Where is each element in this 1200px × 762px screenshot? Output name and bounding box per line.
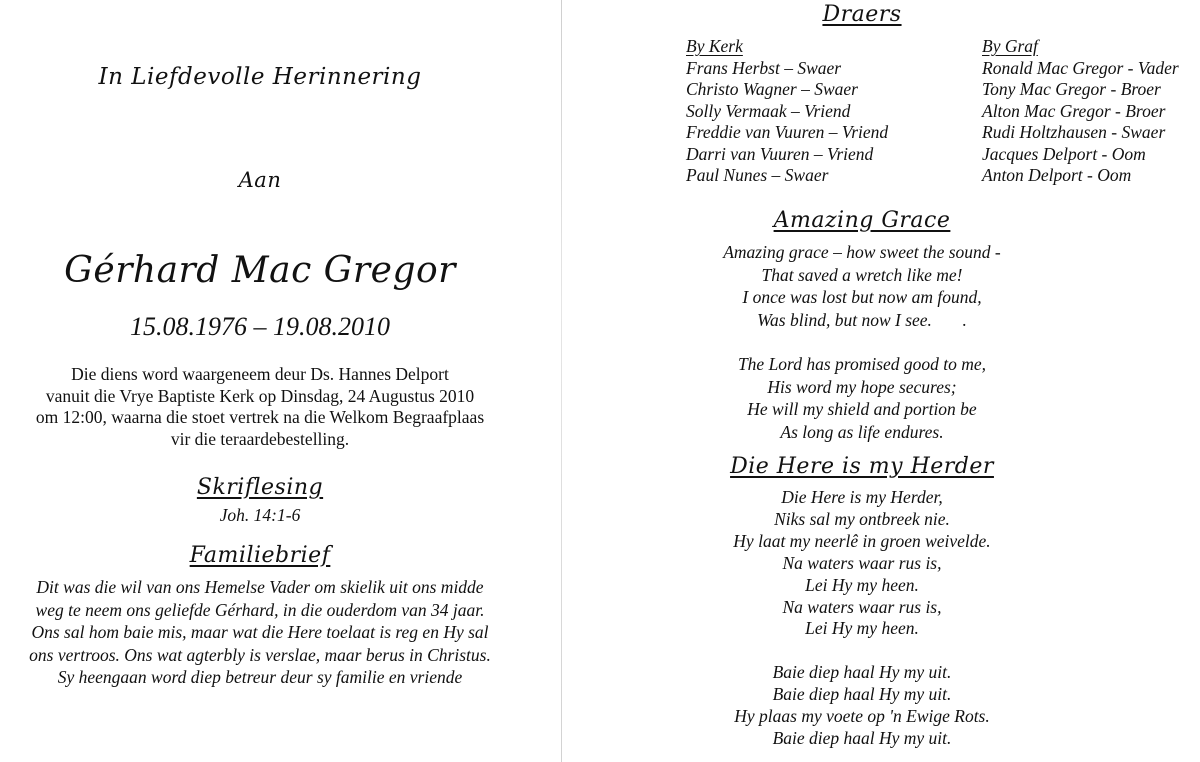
lyric-line: His word my hope secures; bbox=[767, 376, 957, 397]
pallbearer-name: Darri van Vuuren – Vriend bbox=[686, 143, 874, 164]
life-dates: 15.08.1976 – 19.08.2010 bbox=[130, 312, 390, 341]
lyric-line: Amazing grace – how sweet the sound - bbox=[723, 242, 1001, 262]
pallbearer-name: Jacques Delport - Oom bbox=[982, 143, 1146, 164]
family-letter bbox=[0, 576, 520, 689]
pallbearer-name: Rudi Holtzhausen - Swaer bbox=[982, 122, 1166, 142]
by-graf-title: By Graf bbox=[982, 36, 1038, 56]
lyric-line: I once was lost but now am found, bbox=[742, 287, 982, 307]
service-line: vanuit die Vrye Baptiste Kerk op Dinsdag, 24 Augustus 2010 bbox=[45, 385, 475, 406]
herder-lyrics bbox=[652, 487, 1072, 750]
pallbearers-by-graf bbox=[982, 36, 1179, 187]
skriflesing-heading: Skriflesing bbox=[196, 475, 324, 500]
pallbearer-name: Solly Vermaak – Vriend bbox=[686, 100, 851, 121]
lyric-line: That saved a wretch like me! bbox=[761, 264, 963, 285]
pallbearer-name: Tony Mac Gregor - Broer bbox=[982, 79, 1161, 99]
lyric-line: Na waters waar rus is, bbox=[782, 552, 942, 573]
by-kerk-title: By Kerk bbox=[686, 36, 743, 56]
deceased-name: Gérhard Mac Gregor bbox=[64, 250, 456, 291]
lyric-line: As long as life endures. bbox=[780, 421, 944, 442]
dedication-aan: Aan bbox=[238, 168, 282, 192]
family-letter-line: weg te neem ons geliefde Gérhard, in die ouderdom van 34 jaar. bbox=[35, 599, 485, 620]
herder-heading: Die Here is my Herder bbox=[730, 454, 994, 479]
pallbearers-by-kerk bbox=[686, 36, 888, 187]
service-details bbox=[0, 364, 520, 450]
lyric-line: Lei Hy my heen. bbox=[805, 618, 919, 639]
service-line: om 12:00, waarna die stoet vertrek na die Welkom Begraafplaas bbox=[35, 407, 485, 427]
left-page bbox=[0, 0, 560, 762]
memory-title: In Liefdevolle Herinnering bbox=[98, 64, 422, 90]
pallbearer-name: Ronald Mac Gregor - Vader bbox=[982, 57, 1179, 78]
pallbearer-name: Christo Wagner – Swaer bbox=[686, 79, 858, 99]
pallbearer-name: Alton Mac Gregor - Broer bbox=[982, 100, 1166, 121]
service-line: Die diens word waargeneem deur Ds. Hannes Delport bbox=[71, 364, 449, 384]
amazing-grace-heading: Amazing Grace bbox=[773, 208, 951, 233]
amazing-grace-lyrics bbox=[652, 241, 1072, 443]
verse-gap bbox=[652, 640, 1072, 662]
pallbearer-name: Freddie van Vuuren – Vriend bbox=[686, 122, 889, 142]
right-page bbox=[562, 0, 1200, 762]
lyric-line: Die Here is my Herder, bbox=[781, 487, 943, 507]
scripture-reference: Joh. 14:1-6 bbox=[219, 505, 301, 525]
service-line: vir die teraardebestelling. bbox=[170, 428, 350, 449]
pallbearer-name: Anton Delport - Oom bbox=[982, 165, 1132, 185]
family-letter-line: Dit was die wil van ons Hemelse Vader om skielik uit ons midde bbox=[36, 577, 484, 597]
lyric-line: Baie diep haal Hy my uit. bbox=[772, 662, 952, 683]
lyric-line: Baie diep haal Hy my uit. bbox=[772, 728, 952, 749]
lyric-line: Hy plaas my voete op 'n Ewige Rots. bbox=[734, 706, 990, 727]
verse-gap bbox=[652, 331, 1072, 353]
familiebrief-heading: Familiebrief bbox=[189, 543, 331, 568]
pallbearer-name: Paul Nunes – Swaer bbox=[686, 165, 829, 185]
lyric-line: The Lord has promised good to me, bbox=[737, 354, 987, 374]
lyric-line: Na waters waar rus is, bbox=[782, 596, 942, 617]
lyric-line: Niks sal my ontbreek nie. bbox=[774, 508, 950, 529]
family-letter-line: Sy heengaan word diep betreur deur sy familie en vriende bbox=[57, 667, 463, 687]
family-letter-line: ons vertroos. Ons wat agterbly is verslae, maar berus in Christus. bbox=[29, 644, 491, 665]
draers-heading: Draers bbox=[822, 2, 902, 27]
pallbearer-name: Frans Herbst – Swaer bbox=[686, 57, 842, 78]
family-letter-line: Ons sal hom baie mis, maar wat die Here toelaat is reg en Hy sal bbox=[31, 622, 489, 642]
lyric-line: He will my shield and portion be bbox=[747, 399, 977, 419]
lyric-line: Baie diep haal Hy my uit. bbox=[772, 684, 952, 705]
lyric-line: Hy laat my neerlê in groen weivelde. bbox=[733, 530, 991, 551]
lyric-line: Lei Hy my heen. bbox=[805, 574, 919, 595]
lyric-line: Was blind, but now I see. . bbox=[757, 309, 967, 330]
